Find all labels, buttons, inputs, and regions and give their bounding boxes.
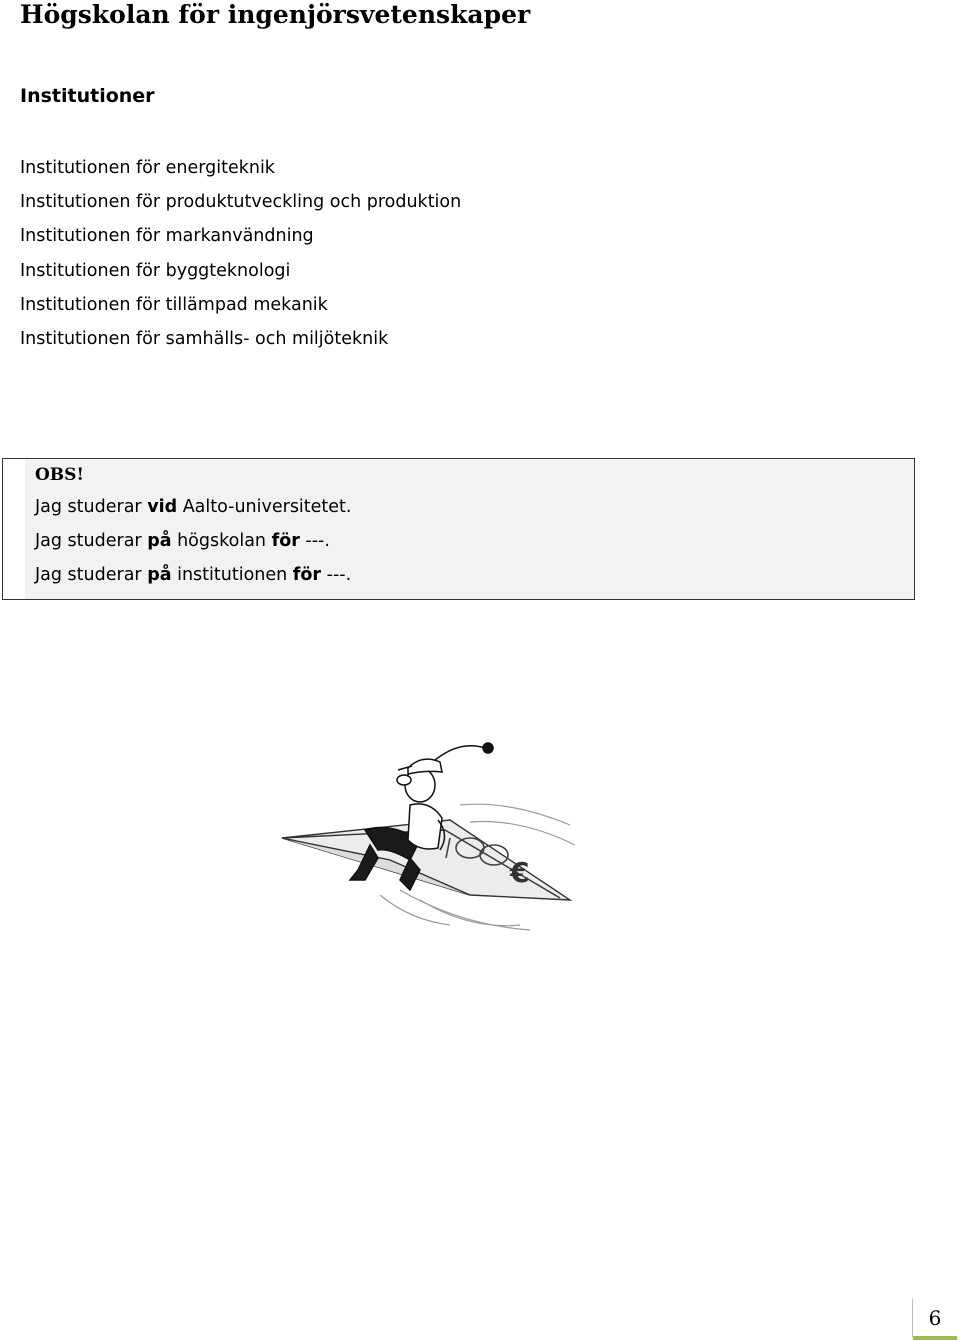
department-item: Institutionen för samhälls- och miljöteknik [20, 329, 389, 350]
obs-line-1 [35, 495, 351, 519]
obs-line-text: Jag studerar [35, 565, 148, 585]
obs-line-text: Jag studerar [35, 531, 148, 551]
obs-line-emphasis: på [147, 531, 172, 551]
department-item: Institutionen för tillämpad mekanik [20, 294, 328, 315]
department-item: Institutionen för byggteknologi [20, 260, 291, 281]
obs-line-text: ---. [299, 531, 330, 551]
department-item: Institutionen för energiteknik [20, 158, 275, 178]
department-item: Institutionen för markanvändning [20, 226, 314, 247]
obs-note-content [25, 459, 914, 599]
obs-line-emphasis: för [271, 531, 300, 551]
section-heading: Institutioner [20, 85, 155, 107]
page-number: 6 [913, 1300, 957, 1340]
obs-line-text: institutionen [171, 565, 293, 585]
obs-line-emphasis: vid [147, 497, 178, 517]
man-riding-paper-plane-icon [270, 730, 580, 940]
obs-note-box [2, 458, 915, 600]
obs-line-text: Aalto-universitetet. [177, 497, 352, 517]
department-list [20, 151, 461, 356]
obs-line-2 [35, 529, 330, 553]
department-item: Institutionen för produktutveckling och produktion [20, 192, 462, 213]
obs-line-text: ---. [321, 565, 352, 585]
obs-title: OBS! [35, 465, 84, 485]
obs-line-text: högskolan [171, 531, 272, 551]
obs-line-emphasis: på [147, 565, 172, 585]
page-title: Högskolan för ingenjörsvetenskaper [20, 0, 531, 29]
obs-line-3 [35, 563, 351, 587]
obs-line-emphasis: för [292, 565, 322, 585]
euro-symbol: € [510, 856, 530, 889]
obs-line-text: Jag studerar [35, 497, 148, 517]
